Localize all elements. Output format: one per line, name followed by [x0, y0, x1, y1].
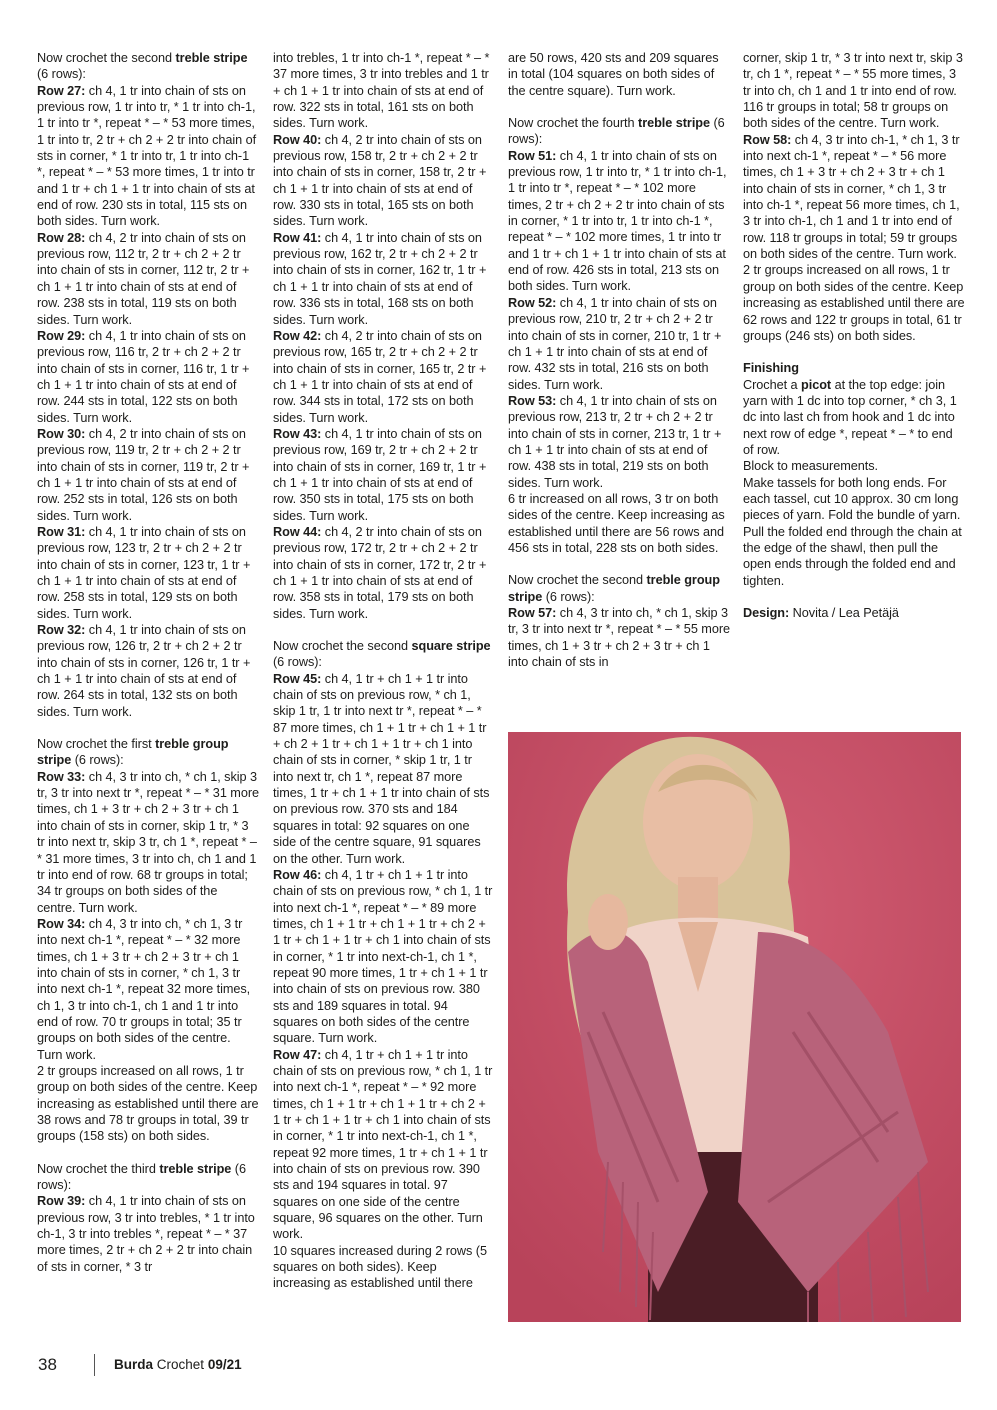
row-instruction [508, 605, 730, 670]
row-text: ch 4, 1 tr into chain of sts on previous row, 169 tr, 2 tr + ch 2 + 2 tr into chain of sts in corner, 169 tr, 1 tr + ch 1 + 1 tr into chain of sts at end of row. 350 sts in total, 175 sts on both sides. Turn work. [273, 426, 487, 523]
photo-icon [508, 732, 961, 1322]
row-label: Row 47: [273, 1047, 322, 1062]
row-instruction [37, 769, 259, 916]
stripe-name: treble stripe [175, 51, 248, 65]
row-text: ch 4, 2 tr into chain of sts on previous row, 172 tr, 2 tr + ch 2 + 2 tr into chain of sts in corner, 172 tr, 2 tr + ch 1 + 1 tr into chain of sts at end of row. 358 sts in total, 179 sts on both sides. Turn work. [273, 524, 487, 621]
row-instruction [273, 230, 495, 328]
row-label: Row 41: [273, 230, 322, 245]
row-label: Row 33: [37, 769, 86, 784]
intro-text: at the top edge: join yarn with 1 dc into top corner, * ch 3, 1 dc into last ch from hook and 1 dc into next row of edge *, repeat * – * to end of row. [743, 377, 957, 457]
row-instruction [273, 524, 495, 622]
row-text: ch 4, 3 tr into ch, * ch 1, 3 tr into next ch-1 *, repeat * – * 32 more times, ch 1 + 3 tr + ch 2 + 3 tr + ch 1 into chain of sts in corner, * ch 1, 3 tr into next ch-1 *, repeat 32 more times, ch 1, 3 tr into ch-1, ch 1 and 1 tr into end of row. 70 tr groups in total; 35 tr groups on both sides of the centre. Turn work. [37, 916, 251, 1062]
row-instruction [37, 916, 259, 1063]
paragraph [743, 458, 965, 474]
paragraph [743, 50, 965, 132]
magazine-name [114, 1352, 242, 1378]
row-label: Row 43: [273, 426, 322, 441]
intro-text: Now crochet the second [508, 573, 647, 588]
paragraph [508, 50, 730, 99]
model-photo [508, 732, 961, 1322]
paragraph-text: 10 squares increased during 2 rows (5 squares on both sides). Keep increasing as established until there [273, 1243, 487, 1291]
paragraph-text: 6 tr increased on all rows, 3 tr on both sides of the centre. Keep increasing as established until there are 56 rows and 456 sts in total, 228 sts on both sides. [508, 491, 725, 555]
footer-divider [94, 1354, 95, 1376]
row-instruction [37, 426, 259, 524]
row-instruction [273, 671, 495, 867]
row-text: ch 4, 2 tr into chain of sts on previous row, 112 tr, 2 tr + ch 2 + 2 tr into chain of sts in corner, 112 tr, 2 tr + ch 1 + 1 tr into chain of sts at end of row. 238 sts in total, 119 sts on both sides. Turn work. [37, 230, 250, 327]
row-instruction [508, 393, 730, 491]
row-text: ch 4, 1 tr into chain of sts on previous row, 1 tr into tr, * 1 tr into ch-1, 1 tr into tr *, repeat * – * 53 more times, 1 tr into tr, 2 tr + ch 2 + 2 tr into chain of sts in corner, * 1 tr into tr, 1 tr into ch-1 *, repeat * – * 53 more times, 1 tr into tr and 1 tr + ch 1 + 1 tr into chain of sts at end of row. 230 sts in total, 115 sts on both sides. Turn work. [37, 83, 257, 229]
paragraph-text: Block to measurements. [743, 459, 878, 474]
row-label: Row 46: [273, 867, 322, 882]
row-label: Row 40: [273, 132, 322, 147]
stripe-intro [37, 736, 259, 769]
row-text: ch 4, 2 tr into chain of sts on previous row, 165 tr, 2 tr + ch 2 + 2 tr into chain of sts in corner, 165 tr, 2 tr + ch 1 + 1 tr into chain of sts at end of row. 344 sts in total, 172 sts on both sides. Turn work. [273, 328, 487, 425]
row-label: Row 52: [508, 295, 557, 310]
issue-number: 09/21 [207, 1357, 242, 1372]
intro-text: (6 rows): [37, 67, 86, 82]
paragraph-text: are 50 rows, 420 sts and 209 squares in total (104 squares on both sides of the centre square). Turn work. [508, 51, 719, 98]
stripe-name: treble stripe [159, 1161, 232, 1176]
text-column-3 [508, 50, 730, 670]
row-label: Row 45: [273, 671, 322, 686]
row-instruction [273, 328, 495, 426]
stripe-intro [508, 115, 730, 148]
paragraph [273, 1243, 495, 1292]
row-label: Row 29: [37, 328, 86, 343]
intro-text: (6 rows): [542, 589, 595, 604]
row-label: Row 27: [37, 83, 86, 98]
stripe-name: picot [801, 377, 832, 392]
magazine-title: Crochet [156, 1357, 205, 1372]
section-heading [743, 360, 965, 376]
row-text: ch 4, 2 tr into chain of sts on previous row, 158 tr, 2 tr + ch 2 + 2 tr into chain of sts in corner, 158 tr, 2 tr + ch 1 + 1 tr into chain of sts at end of row. 330 sts in total, 165 sts on both sides. Turn work. [273, 132, 487, 229]
row-instruction [508, 295, 730, 393]
row-label: Row 39: [37, 1194, 86, 1209]
row-text: ch 4, 1 tr into chain of sts on previous row, 1 tr into tr, * 1 tr into ch-1, 1 tr into tr *, repeat * – * 102 more times, 2 tr + ch 2 + 2 tr into chain of sts in corner, * 1 tr into tr, 1 tr into ch-1 *, repeat * – * 102 more times, 1 tr into tr and 1 tr + ch 1 + 1 tr into chain of sts at end of row. 426 sts in total, 213 sts on both sides. Turn work. [508, 148, 727, 294]
row-text: ch 4, 3 tr into ch, * ch 1, skip 3 tr, 3 tr into next tr *, repeat * – * 55 more times, ch 1 + 3 tr + ch 2 + 3 tr + ch 1 into chain of sts in [508, 606, 731, 670]
row-text: ch 4, 1 tr into chain of sts on previous row, 213 tr, 2 tr + ch 2 + 2 tr into chain of sts in corner, 213 tr, 1 tr + ch 1 + 1 tr into chain of sts at end of row. 438 sts in total, 219 sts on both sides. Turn work. [508, 393, 722, 490]
stripe-name: treble stripe [638, 116, 711, 131]
row-label: Row 30: [37, 426, 86, 441]
row-instruction [37, 83, 259, 230]
row-instruction [37, 1193, 259, 1275]
row-instruction [273, 1047, 495, 1243]
paragraph-text: 2 tr groups increased on all rows, 1 tr group on both sides of the centre. Keep increasing as established until there are 38 rows and 78 tr groups in total, 39 tr groups (158 sts) on both sides. [37, 1063, 259, 1144]
intro-text: Now crochet the fourth [508, 116, 639, 131]
row-text: ch 4, 1 tr into chain of sts on previous row, 126 tr, 2 tr + ch 2 + 2 tr into chain of sts in corner, 126 tr, 1 tr + ch 1 + 1 tr into chain of sts at end of row. 264 sts in total, 132 sts on both sides. Turn work. [37, 623, 251, 719]
row-label: Row 53: [508, 393, 557, 408]
intro-text: Now crochet the second [273, 639, 412, 654]
row-text: ch 4, 3 tr into ch, * ch 1, skip 3 tr, 3 tr into next tr *, repeat * – * 31 more times, ch 1 + 3 tr + ch 2 + 3 tr + ch 1 into chain of sts in corner, skip 1 tr, * 3 tr into next tr, skip 3 tr, ch 1 *, repeat * – * 31 more times, 3 tr into ch, ch 1 and 1 tr into end of row. 68 tr groups in total; 34 tr groups on both sides of the centre. Turn work. [37, 769, 260, 915]
row-text: ch 4, 1 tr into chain of sts on previous row, 162 tr, 2 tr + ch 2 + 2 tr into chain of sts in corner, 162 tr, 1 tr + ch 1 + 1 tr into chain of sts at end of row. 336 sts in total, 168 sts on both sides. Turn work. [273, 230, 487, 327]
row-instruction [37, 524, 259, 622]
intro-text: (6 rows): [508, 116, 725, 147]
row-text: ch 4, 1 tr into chain of sts on previous row, 116 tr, 2 tr + ch 2 + 2 tr into chain of sts in corner, 116 tr, 1 tr + ch 1 + 1 tr into chain of sts at end of row. 244 sts in total, 122 sts on both sides. Turn work. [37, 328, 250, 425]
row-text: ch 4, 1 tr into chain of sts on previous row, 210 tr, 2 tr + ch 2 + 2 tr into chain of sts in corner, 210 tr, 1 tr + ch 1 + 1 tr into chain of sts at end of row. 432 sts in total, 216 sts on both sides. Turn work. [508, 295, 722, 392]
row-instruction [743, 605, 965, 621]
row-text: ch 4, 3 tr into ch-1, * ch 1, 3 tr into next ch-1 *, repeat * – * 56 more times, ch 1 + 3 tr + ch 2 + 3 tr + ch 1 into chain of sts in corner, * ch 1, 3 tr into ch-1 *, repeat 56 more times, ch 1, 3 tr into ch-1, ch 1 and 1 tr into end of row. 118 tr groups in total; 59 tr groups on both sides of the centre. Turn work. [743, 132, 960, 262]
row-text: ch 4, 1 tr + ch 1 + 1 tr into chain of sts on previous row, * ch 1, 1 tr into next ch-1 *, repeat * – * 92 more times, ch 1 + 1 tr + ch 1 + 1 tr + ch 2 + 1 tr + ch 1 + 1 tr + ch 1 into chain of sts in corner, * 1 tr into next-ch-1, ch 1 *, repeat 92 more times, 1 tr + ch 1 + 1 tr into chain of sts on previous row. 390 sts and 194 squares in total. 97 squares on one side of the centre square, 96 squares on the other. Turn work. [273, 1047, 493, 1242]
stripe-intro [37, 50, 259, 83]
paragraph-text: corner, skip 1 tr, * 3 tr into next tr, skip 3 tr, ch 1 *, repeat * – * 55 more times, 3 tr into ch, ch 1 and 1 tr into end of row. 116 tr groups in total; 58 tr groups on both sides of the centre. Turn work. [743, 51, 963, 131]
row-text: ch 4, 1 tr into chain of sts on previous row, 3 tr into trebles, * 1 tr into ch-1, 3 tr into trebles *, repeat * – * 37 more times, 2 tr + ch 2 + 2 tr into chain of sts in corner, * 3 tr [37, 1194, 255, 1274]
paragraph [743, 475, 965, 589]
row-instruction [37, 230, 259, 328]
stripe-name: treble group stripe [508, 573, 720, 604]
row-label: Row 31: [37, 524, 86, 539]
row-instruction [273, 132, 495, 230]
stripe-intro [508, 572, 730, 605]
row-instruction [743, 132, 965, 263]
paragraph [273, 50, 495, 132]
intro-text: Now crochet the first [37, 737, 156, 752]
row-text: ch 4, 1 tr + ch 1 + 1 tr into chain of sts on previous row, * ch 1, 1 tr into next ch-1 *, repeat * – * 89 more times, ch 1 + 1 tr + ch 1 + 1 tr + ch 2 + 1 tr + ch 1 + 1 tr + ch 1 into chain of sts in corner, * 1 tr into next-ch-1, ch 1 *, repeat 90 more times, 1 tr + ch 1 + 1 tr into chain of sts on previous row. 380 sts and 189 squares in total. 94 squares on both sides of the centre square. Turn work. [273, 867, 493, 1046]
heading-text: Finishing [743, 361, 799, 376]
paragraph-text: into trebles, 1 tr into ch-1 *, repeat * – * 37 more times, 3 tr into trebles and 1 tr + ch 1 + 1 tr into chain of sts at end of row. 322 sts in total, 161 sts on both sides. Turn work. [273, 51, 490, 131]
row-label: Row 32: [37, 623, 86, 638]
paragraph [743, 262, 965, 344]
intro-text: (6 rows): [273, 655, 322, 670]
row-text: ch 4, 1 tr + ch 1 + 1 tr into chain of sts on previous row, * ch 1, skip 1 tr, 1 tr into next tr *, repeat * – * 87 more times, ch 1 + 1 tr + ch 1 + 1 tr + ch 2 + 1 tr + ch 1 + 1 tr + ch 1 into chain of sts in corner, * skip 1 tr, 1 tr into next tr, ch 1 *, repeat 87 more times, 1 tr + ch 1 + 1 tr into chain of sts on previous row. 370 sts and 184 squares in total: 92 squares on one side of the centre square, 91 squares on the other. Turn work. [273, 671, 490, 866]
text-column-1 [37, 50, 259, 1275]
row-label: Row 44: [273, 524, 322, 539]
brand-name: Burda [114, 1357, 154, 1372]
text-column-2 [273, 50, 495, 1292]
intro-text: Crochet a [743, 377, 802, 392]
intro-text: Now crochet the second [37, 51, 176, 65]
stripe-intro [743, 377, 965, 459]
page-number: 38 [38, 1355, 57, 1374]
stripe-intro [273, 638, 495, 671]
row-instruction [37, 622, 259, 720]
paragraph-text: Make tassels for both long ends. For each tassel, cut 10 approx. 30 cm long pieces of yarn. Fold the bundle of yarn. Pull the folded end through the chain at the edge of the shawl, then pull the open ends through the folded end and tighten. [743, 475, 962, 588]
row-instruction [273, 426, 495, 524]
row-instruction [273, 867, 495, 1047]
row-label: Row 58: [743, 132, 792, 147]
paragraph-text: 2 tr groups increased on all rows, 1 tr group on both sides of the centre. Keep increasing as established until there are 62 rows and 122 tr groups in total, 61 tr groups (246 sts) on both sides. [743, 263, 965, 343]
paragraph [37, 1063, 259, 1145]
row-label: Row 34: [37, 916, 86, 931]
paragraph [508, 491, 730, 556]
row-text: ch 4, 2 tr into chain of sts on previous row, 119 tr, 2 tr + ch 2 + 2 tr into chain of sts in corner, 119 tr, 2 tr + ch 1 + 1 tr into chain of sts at end of row. 252 sts in total, 126 sts on both sides. Turn work. [37, 426, 250, 523]
text-column-4 [743, 50, 965, 621]
row-label: Row 28: [37, 230, 86, 245]
row-instruction [37, 328, 259, 426]
row-label: Row 51: [508, 148, 557, 163]
row-instruction [508, 148, 730, 295]
row-text: Novita / Lea Petäjä [789, 606, 899, 620]
stripe-name: treble group stripe [37, 737, 229, 768]
row-text: ch 4, 1 tr into chain of sts on previous row, 123 tr, 2 tr + ch 2 + 2 tr into chain of sts in corner, 123 tr, 1 tr + ch 1 + 1 tr into chain of sts at end of row. 258 sts in total, 129 sts on both sides. Turn work. [37, 524, 251, 621]
row-label: Design: [743, 606, 790, 620]
intro-text: (6 rows): [71, 753, 124, 768]
row-label: Row 57: [508, 606, 557, 620]
stripe-intro [37, 1161, 259, 1194]
stripe-name: square stripe [411, 639, 491, 654]
row-label: Row 42: [273, 328, 322, 343]
intro-text: (6 rows): [37, 1161, 246, 1193]
intro-text: Now crochet the third [37, 1161, 160, 1176]
